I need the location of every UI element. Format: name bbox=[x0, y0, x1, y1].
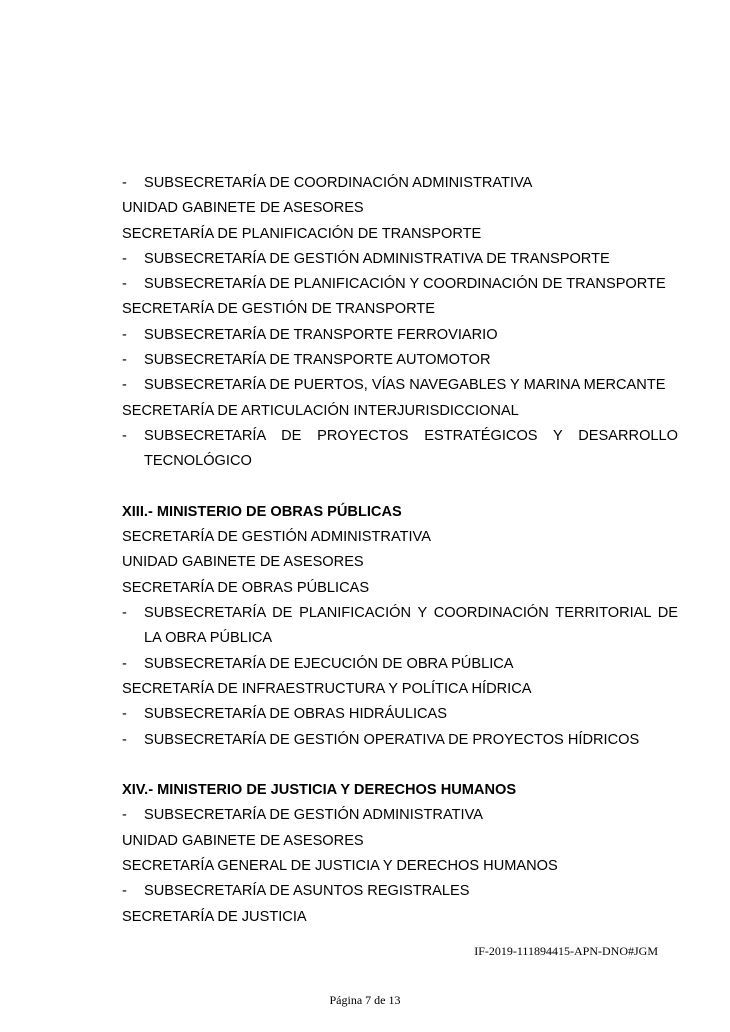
list-item bbox=[122, 272, 678, 297]
list-item-text: SUBSECRETARÍA DE ASUNTOS REGISTRALES bbox=[144, 883, 470, 900]
text-line: SECRETARÍA DE INFRAESTRUCTURA Y POLÍTICA HÍDRICA bbox=[122, 680, 532, 697]
list-dash: - bbox=[122, 377, 127, 394]
list-dash: - bbox=[122, 276, 127, 293]
list-item-text: SUBSECRETARÍA DE PLANIFICACIÓN Y COORDINACIÓN TERRITORIAL DE LA OBRA PÚBLICA bbox=[144, 605, 678, 647]
list-item-text: SUBSECRETARÍA DE PROYECTOS ESTRATÉGICOS Y DESARROLLO TECNOLÓGICO bbox=[144, 427, 678, 470]
list-item-text: SUBSECRETARÍA DE PLANIFICACIÓN Y COORDINACIÓN DE TRANSPORTE bbox=[144, 276, 666, 293]
list-item bbox=[122, 803, 678, 828]
text-line: SECRETARÍA DE PLANIFICACIÓN DE TRANSPORTE bbox=[122, 225, 482, 242]
list-item-text: SUBSECRETARÍA DE EJECUCIÓN DE OBRA PÚBLICA bbox=[144, 655, 514, 672]
list-item bbox=[122, 601, 678, 652]
text-line: SECRETARÍA DE GESTIÓN ADMINISTRATIVA bbox=[122, 529, 431, 546]
list-dash: - bbox=[122, 427, 127, 444]
section-heading: XIII.- MINISTERIO DE OBRAS PÚBLICAS bbox=[122, 503, 402, 520]
list-item-text: SUBSECRETARÍA DE TRANSPORTE AUTOMOTOR bbox=[144, 352, 491, 369]
list-item-text: SUBSECRETARÍA DE GESTIÓN OPERATIVA DE PROYECTOS HÍDRICOS bbox=[144, 731, 640, 748]
document-body bbox=[122, 171, 678, 930]
list-dash: - bbox=[122, 352, 127, 369]
list-dash: - bbox=[122, 250, 127, 267]
text-line: UNIDAD GABINETE DE ASESORES bbox=[122, 200, 364, 217]
list-item bbox=[122, 652, 678, 677]
list-item bbox=[122, 323, 678, 348]
list-dash: - bbox=[122, 807, 127, 824]
list-item bbox=[122, 728, 678, 753]
list-item bbox=[122, 879, 678, 904]
list-item-text: SUBSECRETARÍA DE COORDINACIÓN ADMINISTRATIVA bbox=[144, 175, 533, 191]
list-item-text: SUBSECRETARÍA DE OBRAS HIDRÁULICAS bbox=[144, 706, 448, 723]
list-item bbox=[122, 348, 678, 373]
list-item bbox=[122, 373, 678, 398]
list-item bbox=[122, 702, 678, 727]
list-dash: - bbox=[122, 655, 127, 672]
list-item-text: SUBSECRETARÍA DE PUERTOS, VÍAS NAVEGABLES Y MARINA MERCANTE bbox=[144, 377, 666, 394]
text-line: SECRETARÍA DE GESTIÓN DE TRANSPORTE bbox=[122, 301, 436, 318]
document-id: IF-2019-111894415-APN-DNO#JGM bbox=[474, 944, 658, 958]
list-dash: - bbox=[122, 731, 127, 748]
list-dash: - bbox=[122, 706, 127, 723]
text-line: SECRETARÍA DE ARTICULACIÓN INTERJURISDICCIONAL bbox=[122, 402, 519, 419]
text-line: SECRETARÍA DE OBRAS PÚBLICAS bbox=[122, 579, 370, 596]
text-line: SECRETARÍA DE JUSTICIA bbox=[122, 908, 307, 925]
text-line: UNIDAD GABINETE DE ASESORES bbox=[122, 554, 364, 571]
list-dash: - bbox=[122, 175, 127, 191]
list-item bbox=[122, 424, 678, 475]
list-item-text: SUBSECRETARÍA DE GESTIÓN ADMINISTRATIVA bbox=[144, 807, 483, 824]
page-number: Página 7 de 13 bbox=[329, 993, 401, 1007]
list-dash: - bbox=[122, 326, 127, 343]
text-line: SECRETARÍA GENERAL DE JUSTICIA Y DERECHOS HUMANOS bbox=[122, 858, 558, 875]
list-dash: - bbox=[122, 605, 127, 622]
list-dash: - bbox=[122, 883, 127, 900]
list-item-text: SUBSECRETARÍA DE GESTIÓN ADMINISTRATIVA DE TRANSPORTE bbox=[144, 250, 610, 267]
list-item-text: SUBSECRETARÍA DE TRANSPORTE FERROVIARIO bbox=[144, 326, 498, 343]
list-item bbox=[122, 247, 678, 272]
text-line: UNIDAD GABINETE DE ASESORES bbox=[122, 832, 364, 849]
section-heading: XIV.- MINISTERIO DE JUSTICIA Y DERECHOS HUMANOS bbox=[122, 782, 517, 799]
list-item bbox=[122, 171, 678, 196]
